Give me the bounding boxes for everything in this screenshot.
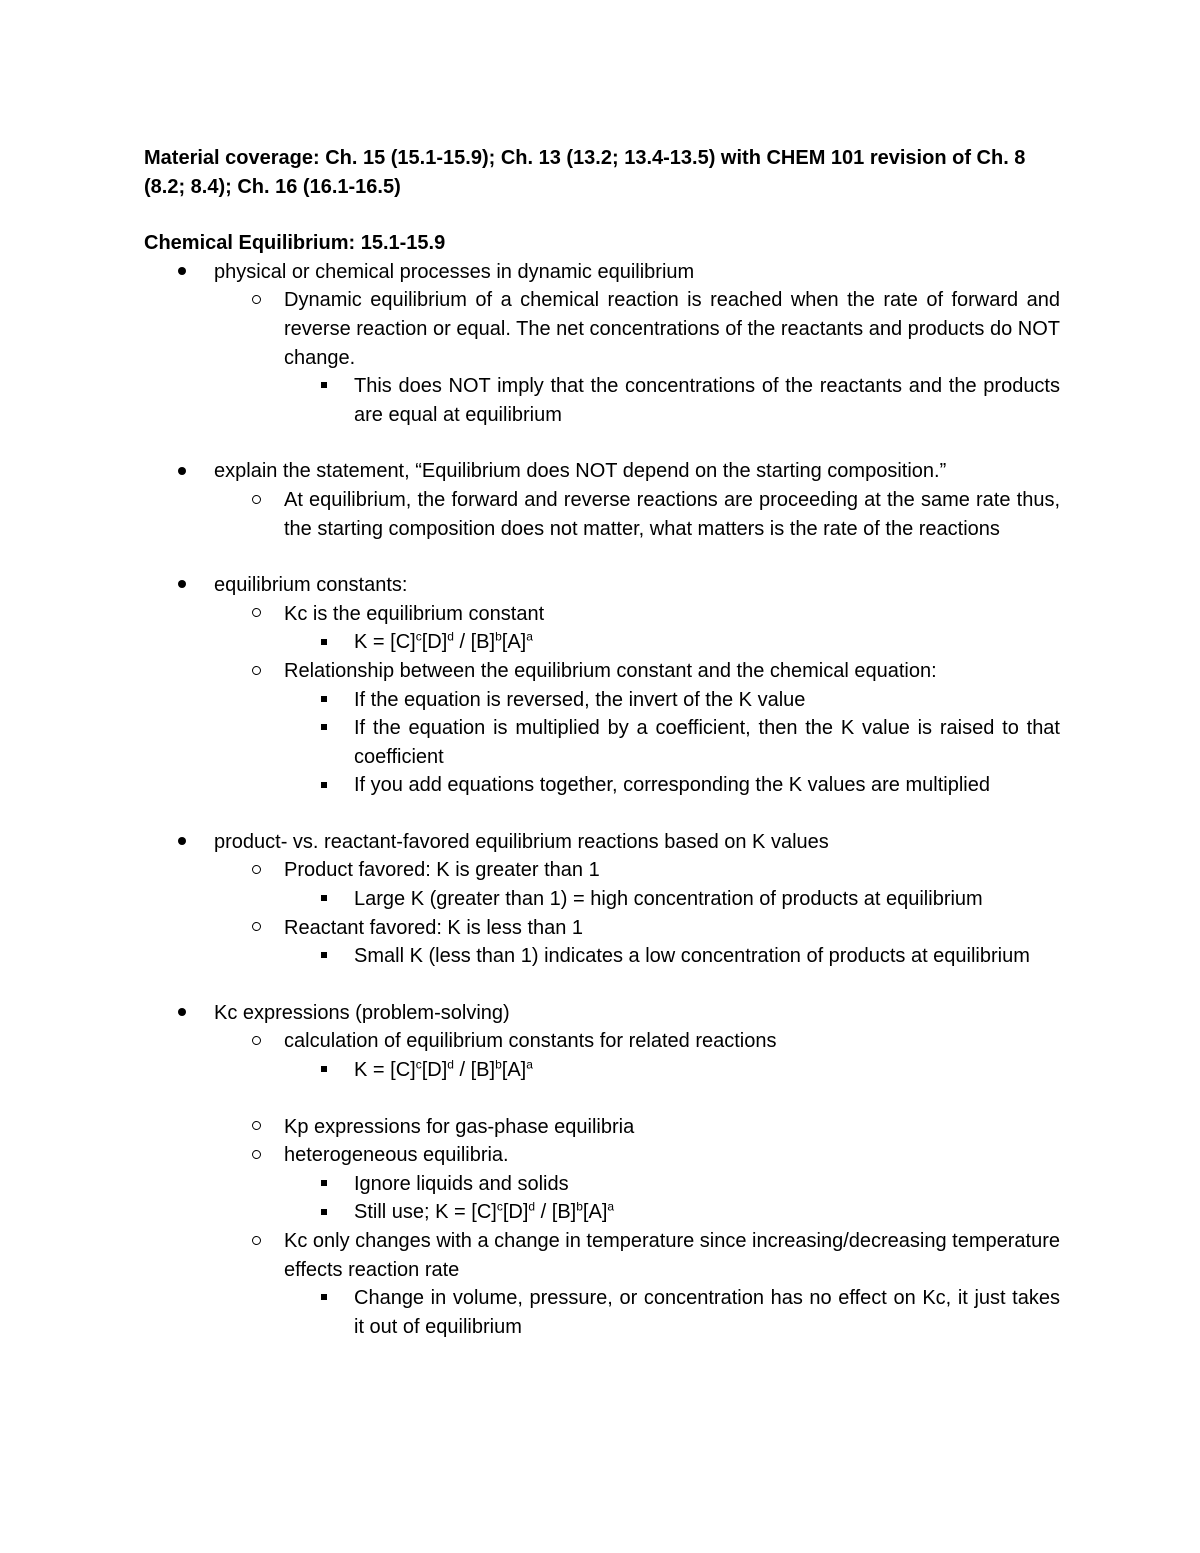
document-body <box>144 144 1060 1341</box>
sub-sub-bullet-item: This does NOT imply that the concentrations of the reactants and the products are equal at equilibrium <box>144 372 1060 429</box>
formula-item: $K = [C]^c[D]^d / [B]^b[A]^a$ <box>144 1056 1060 1085</box>
bullet-item: physical or chemical processes in dynamic equilibrium <box>144 258 1060 287</box>
hollow-circle-icon <box>246 486 266 515</box>
sub-bullet-item: Product favored: K is greater than 1 <box>144 856 1060 885</box>
square-bullet-icon <box>314 1170 334 1199</box>
bullet-item: Kc expressions (problem-solving) <box>144 999 1060 1028</box>
sub-sub-bullet-item: Change in volume, pressure, or concentration has no effect on Kc, it just takes it out of equilibrium <box>144 1284 1060 1341</box>
square-bullet-icon <box>314 942 334 971</box>
formula-item: Still use; $K = [C]^c[D]^d / [B]^b[A]^a$ <box>144 1198 1060 1227</box>
square-bullet-icon <box>314 1198 334 1227</box>
sub-bullet-item: Kc only changes with a change in temperature since increasing/decreasing temperature effects reaction rate <box>144 1227 1060 1284</box>
hollow-circle-icon <box>246 1227 266 1256</box>
square-bullet-icon <box>314 1284 334 1313</box>
square-bullet-icon <box>314 714 334 743</box>
square-bullet-icon <box>314 885 334 914</box>
hollow-circle-icon <box>246 914 266 943</box>
sub-sub-bullet-item: If the equation is multiplied by a coefficient, then the K value is raised to that coefficient <box>144 714 1060 771</box>
section-title: Chemical Equilibrium: 15.1-15.9 <box>144 232 446 255</box>
square-bullet-icon <box>314 1056 334 1085</box>
material-coverage: Material coverage: Ch. 15 (15.1-15.9); Ch. 13 (13.2; 13.4-13.5) with CHEM 101 revision of Ch. 8 (8.2; 8.4); Ch. 16 (16.1-16.5) <box>144 147 1026 198</box>
hollow-circle-icon <box>246 1027 266 1056</box>
hollow-circle-icon <box>246 1113 266 1142</box>
sub-sub-bullet-item: Small K (less than 1) indicates a low concentration of products at equilibrium <box>144 942 1060 971</box>
sub-bullet-item: calculation of equilibrium constants for related reactions <box>144 1027 1060 1056</box>
sub-sub-bullet-item: If you add equations together, corresponding the K values are multiplied <box>144 771 1060 800</box>
square-bullet-icon <box>314 771 334 800</box>
bullet-dot-icon <box>172 258 192 287</box>
sub-sub-bullet-item: Large K (greater than 1) = high concentration of products at equilibrium <box>144 885 1060 914</box>
formula-item: $K = [C]^c[D]^d / [B]^b[A]^a$ <box>144 628 1060 657</box>
sub-bullet-item: Relationship between the equilibrium constant and the chemical equation: <box>144 657 1060 686</box>
hollow-circle-icon <box>246 1141 266 1170</box>
bullet-dot-icon <box>172 828 192 857</box>
sub-sub-bullet-item: Ignore liquids and solids <box>144 1170 1060 1199</box>
sub-bullet-item: Reactant favored: K is less than 1 <box>144 914 1060 943</box>
square-bullet-icon <box>314 372 334 401</box>
hollow-circle-icon <box>246 856 266 885</box>
bullet-item: explain the statement, “Equilibrium does NOT depend on the starting composition.” <box>144 457 1060 486</box>
hollow-circle-icon <box>246 600 266 629</box>
sub-bullet-item: Kp expressions for gas-phase equilibria <box>144 1113 1060 1142</box>
sub-bullet-item: Kc is the equilibrium constant <box>144 600 1060 629</box>
hollow-circle-icon <box>246 286 266 315</box>
bullet-dot-icon <box>172 999 192 1028</box>
square-bullet-icon <box>314 686 334 715</box>
sub-sub-bullet-item: If the equation is reversed, the invert of the K value <box>144 686 1060 715</box>
hollow-circle-icon <box>246 657 266 686</box>
sub-bullet-item: At equilibrium, the forward and reverse reactions are proceeding at the same rate thus, the starting composition does not matter, what matters is the rate of the reactions <box>144 486 1060 543</box>
sub-bullet-item: heterogeneous equilibria. <box>144 1141 1060 1170</box>
bullet-item: equilibrium constants: <box>144 571 1060 600</box>
sub-bullet-item: Dynamic equilibrium of a chemical reaction is reached when the rate of forward and reverse reaction or equal. The net concentrations of the reactants and products do NOT change. <box>144 286 1060 372</box>
square-bullet-icon <box>314 628 334 657</box>
bullet-dot-icon <box>172 457 192 486</box>
bullet-item: product- vs. reactant-favored equilibrium reactions based on K values <box>144 828 1060 857</box>
bullet-dot-icon <box>172 571 192 600</box>
